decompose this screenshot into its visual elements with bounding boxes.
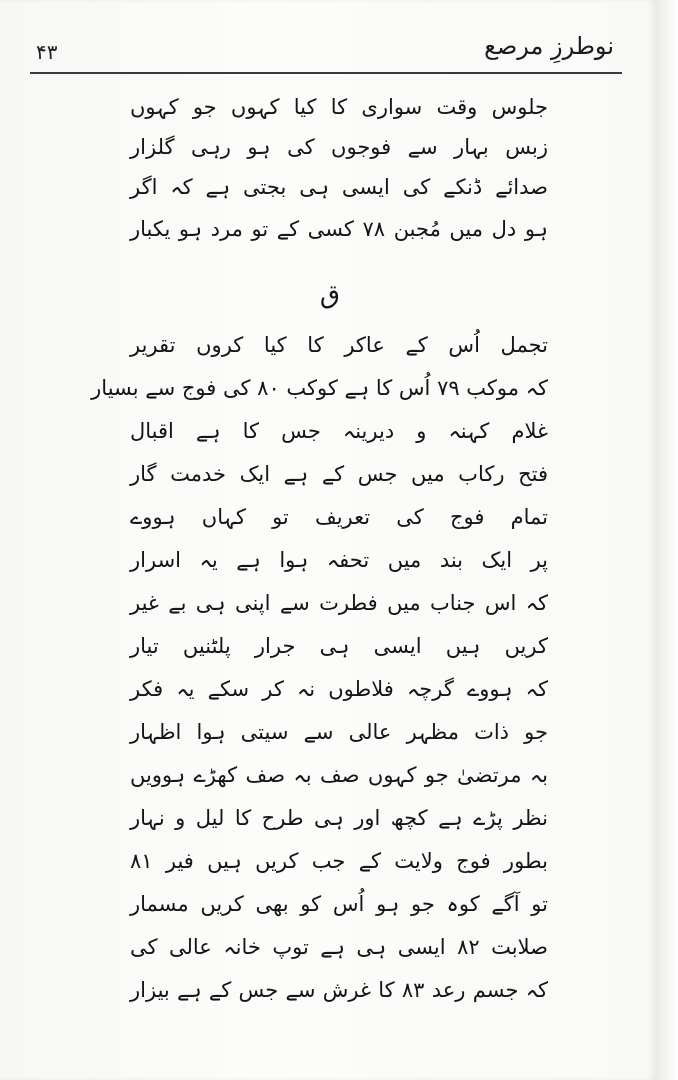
verse-line: بطور فوج ولایت کے جب کریں ہیں فیر ۸۱ bbox=[130, 849, 548, 873]
verse-line: ہو دل میں مُجبن ۷۸ کسی کے تو مرد ہو یکبار bbox=[130, 217, 548, 241]
verse-line: کریں ہیں ایسی ہی جرار پلٹنیں تیار bbox=[130, 634, 548, 658]
verse-line: تجمل اُس کے عاکر کا کیا کروں تقریر bbox=[130, 333, 548, 357]
verse-line: کہ موکب ۷۹ اُس کا ہے کوکب ۸۰ کی فوج سے بسیار bbox=[91, 376, 548, 400]
page-header bbox=[30, 28, 622, 72]
section-marker: ق bbox=[319, 280, 341, 310]
verse-line: جلوس وقت سواری کا کیا کہوں جو کہوں bbox=[130, 95, 548, 119]
verse-line: کہ اس جناب میں فطرت سے اپنی ہی بے غیر bbox=[130, 591, 548, 615]
page-number: ۴۳ bbox=[36, 40, 58, 64]
verse-line: کہ ہووے گرچہ فلاطوں نہ کر سکے یہ فکر bbox=[130, 677, 548, 701]
header-rule bbox=[30, 72, 622, 74]
verse-line: بہ مرتضیٰ جو کہوں صف بہ صف کھڑے ہوویں bbox=[130, 763, 548, 787]
verse-line: تو آگے کوہ جو ہو اُس کو بھی کریں مسمار bbox=[130, 892, 548, 916]
verse-line: تمام فوج کی تعریف تو کہاں ہووے bbox=[130, 505, 548, 529]
verse-line: غلام کہنہ و دیرینہ جس کا ہے اقبال bbox=[130, 419, 548, 443]
verse-line: پر ایک بند میں تحفہ ہوا ہے یہ اسرار bbox=[130, 548, 548, 572]
verse-line: کہ جسم رعد ۸۳ کا غرش سے جس کے ہے بیزار bbox=[130, 978, 549, 1002]
verse-line: جو ذات مظہر عالی سے سیتی ہوا اظہار bbox=[130, 720, 548, 744]
running-title: نوطرزِ مرصع bbox=[484, 32, 614, 60]
verse-line: نظر پڑے ہے کچھ اور ہی طرح کا لیل و نہار bbox=[130, 806, 548, 830]
verse-line: صدائے ڈنکے کی ایسی ہی بجتی ہے کہ اگر bbox=[130, 175, 548, 199]
verse-line: زبس بہار سے فوجوں کی ہو رہی گلزار bbox=[130, 135, 548, 159]
verse-line: صلابت ۸۲ ایسی ہی ہے توپ خانہ عالی کی bbox=[130, 935, 548, 959]
verse-line: فتح رکاب میں جس کے ہے ایک خدمت گار bbox=[130, 462, 548, 486]
page-edge bbox=[655, 0, 678, 1080]
